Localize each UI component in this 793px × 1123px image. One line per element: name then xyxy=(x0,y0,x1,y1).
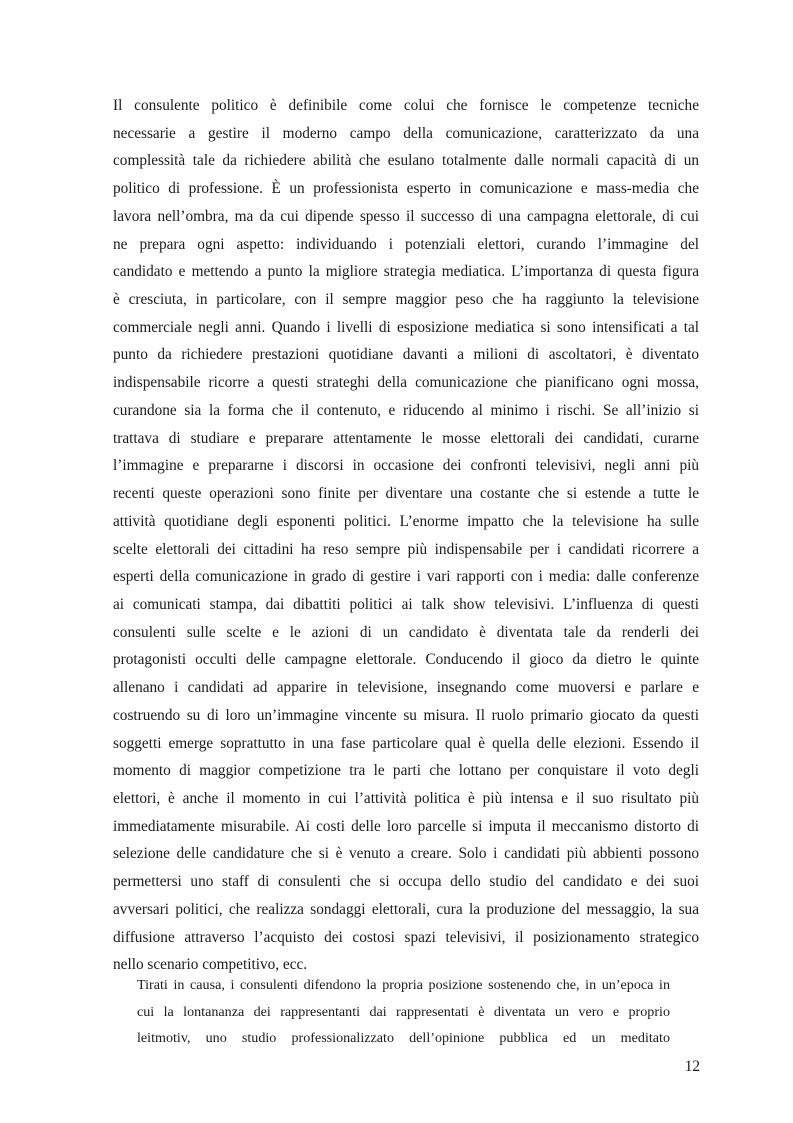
paragraph-line: trattava di studiare e preparare attentamente le mosse elettorali dei candidati, curarne xyxy=(113,429,699,447)
paragraph-line: elettori, è anche il momento in cui l’attività politica è più intensa e il suo risultato più xyxy=(113,789,699,807)
indented-paragraph xyxy=(137,972,670,1052)
paragraph-line: esperti della comunicazione in grado di gestire i vari rapporti con i media: dalle conferenze xyxy=(113,568,699,586)
paragraph-line: soggetti emerge soprattutto in una fase particolare qual è quella delle elezioni. Essendo il xyxy=(113,734,699,752)
paragraph-line: necessarie a gestire il moderno campo della comunicazione, caratterizzato da una xyxy=(113,124,699,142)
paragraph-line: nello scenario competitivo, ecc. xyxy=(113,956,308,974)
paragraph-line: protagonisti occulti delle campagne elettorale. Conducendo il gioco da dietro le quinte xyxy=(113,651,699,669)
paragraph-line: candidato e mettendo a punto la migliore strategia mediatica. L’importanza di questa figura xyxy=(113,263,699,281)
paragraph-line: commerciale negli anni. Quando i livelli di esposizione mediatica si sono intensificati a tal xyxy=(113,318,699,336)
paragraph-line: permettersi uno staff di consulenti che si occupa dello studio del candidato e dei suoi xyxy=(113,873,699,891)
paragraph-line: indispensabile ricorre a questi strateghi della comunicazione che pianificano ogni mossa, xyxy=(113,374,699,392)
paragraph-line: punto da richiedere prestazioni quotidiane davanti a milioni di ascoltatori, è diventato xyxy=(113,346,699,364)
paragraph-line: politico di professione. È un professionista esperto in comunicazione e mass-media che xyxy=(113,180,699,198)
paragraph-line: ai comunicati stampa, dai dibattiti politici ai talk show televisivi. L’influenza di questi xyxy=(113,595,699,613)
paragraph-line: momento di maggior competizione tra le parti che lottano per conquistare il voto degli xyxy=(113,762,699,780)
paragraph-line: scelte elettorali dei cittadini ha reso sempre più indispensabile per i candidati ricorrere a xyxy=(113,540,699,558)
page-number: 12 xyxy=(684,1058,700,1075)
paragraph-line: immediatamente misurabile. Ai costi delle loro parcelle si imputa il meccanismo distorto di xyxy=(113,817,699,835)
paragraph-line: avversari politici, che realizza sondaggi elettorali, cura la produzione del messaggio, la sua xyxy=(113,900,699,918)
paragraph-line: selezione delle candidature che si è venuto a creare. Solo i candidati più abbienti possono xyxy=(113,845,699,863)
quote-line: Tirati in causa, i consulenti difendono la propria posizione sostenendo che, in un’epoca in xyxy=(137,977,670,993)
paragraph-line: consulenti sulle scelte e le azioni di un candidato è diventata tale da renderli dei xyxy=(113,623,699,641)
main-paragraph xyxy=(113,92,699,979)
paragraph-line: Il consulente politico è definibile come colui che fornisce le competenze tecniche xyxy=(113,97,699,114)
paragraph-line: ne prepara ogni aspetto: individuando i potenziali elettori, curando l’immagine del xyxy=(113,235,699,253)
paragraph-line: attività quotidiane degli esponenti politici. L’enorme impatto che la televisione ha sulle xyxy=(113,512,699,530)
paragraph-line: curandone sia la forma che il contenuto, e riducendo al minimo i rischi. Se all’inizio si xyxy=(113,401,699,419)
paragraph-line: costruendo su di loro un’immagine vincente su misura. Il ruolo primario giocato da questi xyxy=(113,706,699,724)
quote-line: cui la lontananza dei rappresentanti dai rappresentati è diventata un vero e proprio xyxy=(137,1003,670,1020)
paragraph-line: recenti queste operazioni sono finite per diventare una costante che si estende a tutte le xyxy=(113,485,699,503)
paragraph-line: è cresciuta, in particolare, con il sempre maggior peso che ha raggiunto la televisione xyxy=(113,291,699,309)
paragraph-line: diffusione attraverso l’acquisto dei costosi spazi televisivi, il posizionamento strategico xyxy=(113,928,699,946)
paragraph-line: l’immagine e prepararne i discorsi in occasione dei confronti televisivi, negli anni più xyxy=(113,457,699,475)
paragraph-line: allenano i candidati ad apparire in televisione, insegnando come muoversi e parlare e xyxy=(113,679,699,697)
paragraph-line: lavora nell’ombra, ma da cui dipende spesso il successo di una campagna elettorale, di cui xyxy=(113,207,699,225)
quote-line: leitmotiv, uno studio professionalizzato dell’opinione pubblica ed un meditato xyxy=(137,1030,670,1046)
paragraph-line: complessità tale da richiedere abilità che esulano totalmente dalle normali capacità di un xyxy=(113,152,699,170)
